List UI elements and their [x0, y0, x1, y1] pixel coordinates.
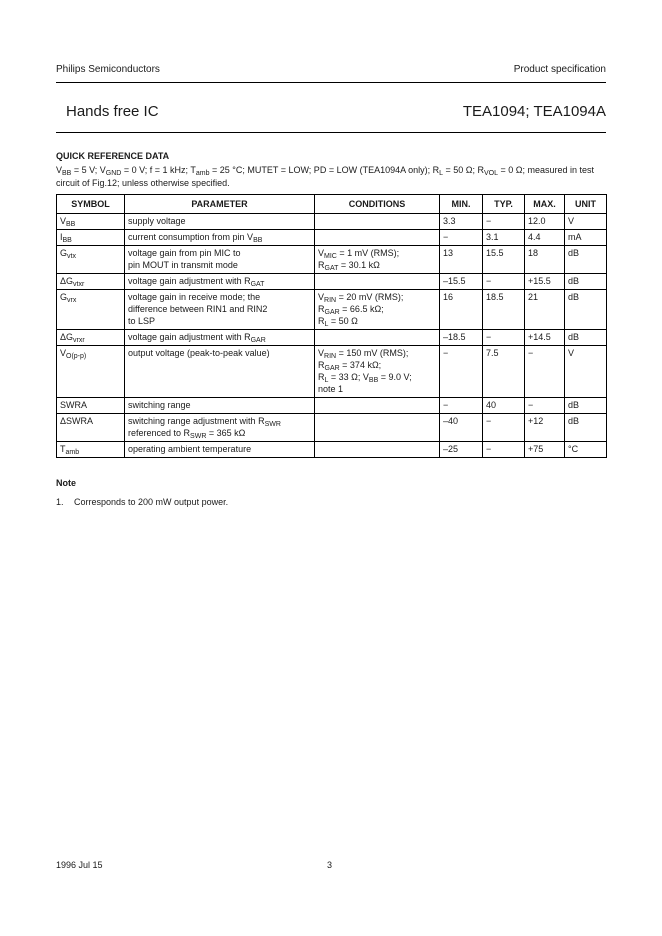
symbol-cell: $I_{BB}$: [57, 230, 125, 246]
general-conditions: $V_{BB} = 5$ V; $V_{GND} = 0$ V; f = 1 kHz; $T_{amb} = 25$ °C; MUTET = LOW; PD = LOW (TEA1094A only); $R_L = 50$ Ω; $R_{VOL} = 0$ Ω; measured in test circuit of Fig.12; unless otherwise specified.: [56, 165, 595, 188]
notes-heading: Note: [56, 478, 76, 488]
page-number: 3: [327, 860, 333, 870]
min-cell: –25: [440, 442, 483, 458]
unit-cell: dB: [565, 290, 607, 330]
typ-cell: 7.5: [483, 346, 525, 398]
parameter-cell: switching range adjustment with $R_{SWR}$ referenced to $R_{SWR} = 365$ kΩ: [125, 414, 315, 442]
typ-cell: 18.5: [483, 290, 525, 330]
min-cell: 13: [440, 246, 483, 274]
table-row: [57, 442, 607, 458]
min-cell: −: [440, 398, 483, 414]
conditions-cell: $V_{MIC} = 1$ mV (RMS); $R_{GAT} = 30.1$ kΩ: [315, 246, 440, 274]
max-cell: +15.5: [525, 274, 565, 290]
conditions-cell: $V_{RIN} = 20$ mV (RMS); $R_{GAR} = 66.5$ kΩ; $R_L = 50$ Ω: [315, 290, 440, 330]
typ-cell: −: [483, 214, 525, 230]
max-cell: 21: [525, 290, 565, 330]
conditions-cell: [315, 414, 440, 442]
table-row: [57, 230, 607, 246]
unit-cell: mA: [565, 230, 607, 246]
min-cell: 3.3: [440, 214, 483, 230]
table-row: [57, 290, 607, 330]
conditions-cell: $V_{RIN} = 150$ mV (RMS); $R_{GAR} = 374$ kΩ; $R_L = 33$ Ω; $V_{BB} = 9.0$ V; note 1: [315, 346, 440, 398]
symbol-cell: $V_{O(p-p)}$: [57, 346, 125, 398]
symbol-cell: $V_{BB}$: [57, 214, 125, 230]
typ-cell: −: [483, 274, 525, 290]
typ-cell: −: [483, 330, 525, 346]
min-cell: −: [440, 230, 483, 246]
typ-cell: −: [483, 414, 525, 442]
parameter-cell: voltage gain adjustment with $R_{GAT}$: [125, 274, 315, 290]
conditions-cell: [315, 398, 440, 414]
col-header-typ: TYP.: [483, 195, 525, 214]
symbol-cell: $T_{amb}$: [57, 442, 125, 458]
min-cell: –18.5: [440, 330, 483, 346]
col-header-parameter: PARAMETER: [125, 195, 315, 214]
document-title: Hands free IC: [66, 103, 159, 120]
footer-date: 1996 Jul 15: [56, 860, 103, 870]
parameter-cell: operating ambient temperature: [125, 442, 315, 458]
col-header-conditions: CONDITIONS: [315, 195, 440, 214]
typ-cell: 3.1: [483, 230, 525, 246]
note-text: Corresponds to 200 mW output power.: [74, 497, 229, 507]
max-cell: −: [525, 398, 565, 414]
max-cell: +12: [525, 414, 565, 442]
col-header-max: MAX.: [525, 195, 565, 214]
parameter-cell: switching range: [125, 398, 315, 414]
parameter-cell: output voltage (peak-to-peak value): [125, 346, 315, 398]
min-cell: 16: [440, 290, 483, 330]
note-number: 1.: [56, 497, 64, 507]
max-cell: 18: [525, 246, 565, 274]
unit-cell: dB: [565, 414, 607, 442]
unit-cell: dB: [565, 246, 607, 274]
unit-cell: dB: [565, 274, 607, 290]
col-header-symbol: SYMBOL: [57, 195, 125, 214]
unit-cell: V: [565, 214, 607, 230]
table-row: [57, 398, 607, 414]
part-number-title: TEA1094; TEA1094A: [462, 103, 606, 120]
table-row: [57, 246, 607, 274]
conditions-cell: [315, 274, 440, 290]
title-rule: [56, 132, 606, 133]
quick-reference-table: [56, 194, 607, 458]
min-cell: −: [440, 346, 483, 398]
max-cell: +75: [525, 442, 565, 458]
header-doc-type: Product specification: [513, 64, 606, 75]
table-row: [57, 330, 607, 346]
max-cell: 4.4: [525, 230, 565, 246]
typ-cell: 15.5: [483, 246, 525, 274]
max-cell: +14.5: [525, 330, 565, 346]
max-cell: −: [525, 346, 565, 398]
unit-cell: dB: [565, 398, 607, 414]
note-item: [56, 497, 228, 507]
unit-cell: V: [565, 346, 607, 398]
symbol-cell: $G_{vtx}$: [57, 246, 125, 274]
symbol-cell: $\Delta G_{vtxr}$: [57, 274, 125, 290]
conditions-cell: [315, 214, 440, 230]
parameter-cell: voltage gain from pin MIC to pin MOUT in transmit mode: [125, 246, 315, 274]
max-cell: 12.0: [525, 214, 565, 230]
parameter-cell: supply voltage: [125, 214, 315, 230]
typ-cell: −: [483, 442, 525, 458]
min-cell: –40: [440, 414, 483, 442]
col-header-min: MIN.: [440, 195, 483, 214]
symbol-cell: SWRA: [57, 398, 125, 414]
table-row: [57, 274, 607, 290]
unit-cell: °C: [565, 442, 607, 458]
conditions-cell: [315, 330, 440, 346]
symbol-cell: ΔSWRA: [57, 414, 125, 442]
parameter-cell: current consumption from pin $V_{BB}$: [125, 230, 315, 246]
table-row: [57, 346, 607, 398]
symbol-cell: $G_{vrx}$: [57, 290, 125, 330]
typ-cell: 40: [483, 398, 525, 414]
parameter-cell: voltage gain in receive mode; the difference between RIN1 and RIN2 to LSP: [125, 290, 315, 330]
parameter-cell: voltage gain adjustment with $R_{GAR}$: [125, 330, 315, 346]
table-row: [57, 214, 607, 230]
col-header-unit: UNIT: [565, 195, 607, 214]
table-header-row: [57, 195, 607, 214]
symbol-cell: $\Delta G_{vrxr}$: [57, 330, 125, 346]
conditions-cell: [315, 230, 440, 246]
header-rule: [56, 82, 606, 83]
section-heading: QUICK REFERENCE DATA: [56, 151, 170, 161]
conditions-cell: [315, 442, 440, 458]
header-company: Philips Semiconductors: [56, 64, 160, 75]
table-row: [57, 414, 607, 442]
min-cell: –15.5: [440, 274, 483, 290]
unit-cell: dB: [565, 330, 607, 346]
